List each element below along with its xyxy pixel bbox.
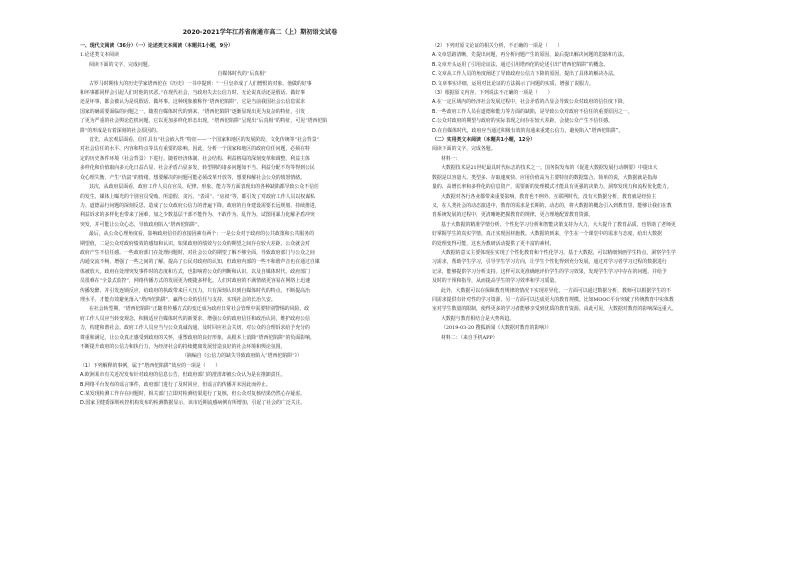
text-line: 还是坏事，都会被认为是说假话、做坏事。这种现象被称作“塔西佗陷阱”，它是当前我国社会公信息需求: [80, 99, 306, 106]
text-line: 力、道德品行问题的深刻反思，造成了公众政府公信力的普遍下降。政府的自身建设需要长远规划、持续推进，: [80, 202, 320, 209]
question-line: D.国家卫健委深圳疾控机构发布的检测数据显示，该市近期流感病例有所增加，引起了社会的广泛关注。: [80, 400, 306, 407]
text-line: 育系统发展的过程中，更清晰地把握教育的规律，更合理地配置教育资源。: [432, 212, 594, 219]
text-line: 对社会信任的水平、内容和特点等具有重要的影响。因此，分析一个国家和地区的政府信任问题，必须在特: [80, 146, 310, 153]
text-line: 数据是以容量大、类型多、存取速度快、应用价值高为主要特征的数据集合。简单的说，大数据就是指海: [432, 174, 657, 181]
text-line: 府工作人员应当转变观念，积极适应自媒体时代的新要求，增强公众的政府信任和政治认同，维护政府公信: [80, 315, 310, 322]
text-line: 多样化和价值取向多元化日益凸显，社会矛盾凸显多发，转型期的诸多问题如不当、利益分配不均等得到公民: [80, 165, 315, 172]
text-line: 了更为严重的社会舆论危机问题，它以更加多样化形态出现，“塔西佗陷阱”呈现出“后真相”的特征，可见“塔西佗陷: [80, 118, 328, 125]
text-line: 不断提升政府的公信力和执行力，为经济社会的持续健康发展营造良好的社会环境和舆论氛围。: [80, 344, 286, 350]
text-line: 在社会转型期，“塔西佗陷阱”正随着传播方式的变迁成为政府日常社会管理中需要特别警惕的风险。政: [89, 306, 310, 313]
section-heading: （二）实用类文本阅读（本题共1小题，12分）: [432, 137, 536, 144]
right-column: [432, 42, 756, 343]
text-line: 阅读下面的文字，完成各题。: [432, 146, 496, 153]
text-line: 和坏事都同样会引起人们对他的厌恶。”在现代社会，当政府失去公信力时，无论说真话还是假话、做好事: [80, 90, 306, 97]
text-line: 的发生，媒体上曝光的个别官员受贿、所造假、贪污、“表哥”、“房叔”等，都引发了对政府工作人员以权谋私: [80, 193, 315, 200]
text-line: 众心理失衡，产生“仇富”的情绪。想要解决的问题可能必须改革开放等，想要和解社会公众的愤怒情绪。: [80, 174, 306, 181]
text-line: 首先，从宏观层面看，信任具有“社会嵌入性”特征——一个国家和地区的发展阶段、文化传统等“社会背景”: [89, 137, 320, 144]
question-line: C.某发现检测工作存在问题时，相关部门立即对检测结果进行了复核，但公众对复核结果仍然心存疑虑。: [80, 391, 306, 398]
text-line: 大数据对各行各业都带来重要影响，教育也不例外。互联网时代，没有大数据分析，教育就是经验主: [441, 193, 657, 200]
text-line: 员很难在“全景式监控”，网络传播方式的发展更为便捷多样化。人们对政府的不满情绪更容易在网络上迅速: [80, 278, 310, 285]
text-line: （摘编自《公信力的缺失导致政府陷入“塔西佗陷阱”》）: [182, 353, 302, 360]
text-line: （2019-03-20 搜狐新闻《大数据对教育的影响》）: [441, 325, 552, 332]
text-line: 阱”的形成是有着深刻的社会原因的。: [80, 127, 161, 134]
question-line: C.公众对政府的期望与政府的实际表现之间存在较大差距，会使公众产生不信任感。: [432, 118, 614, 125]
text-line: 同需求提供有针对性的学习资源，另一方面可以达成更大的教育规模。比如MOOC平台突破了传统教育中实体教: [432, 296, 674, 303]
text-line: 阅读下面的文字，完成问题。: [89, 61, 153, 68]
text-line: 室对学生数量的限制，使得更多的学习者能够享受到优质的教育资源。由此可见，大数据对教育的影响深远重大。: [432, 306, 677, 313]
text-line: 此外，大数据可以在保障教育规律的情况下实现差异化，一方面可以通过数据分析，教师可以根据学生的不: [441, 287, 671, 294]
text-line: 沟通交流不畅，增强了一些之间的了解。提高了公民对政府的认知，但政府内部的一些不和谐声音也在通过自媒: [80, 259, 320, 266]
text-line: 自媒体时代的“后真相”: [217, 71, 267, 78]
text-line: 体被放大。政府在处理突发事件时的态度和方式，也影响着公众的判断和认识，以及自媒体时代，政府部门: [80, 268, 310, 275]
text-line: 1.论述类文本阅读: [80, 52, 119, 59]
text-line: 大数据技术是21世纪最具时代标志的技术之一。国务院发布的《促进大数据发展行动纲要》中提出大: [441, 165, 658, 172]
text-line: 材料二：（来自手机APP）: [441, 334, 498, 341]
text-line: 期望值，二是公众对政府绩效的感知和认识。如果政府的绩效与公众的期望之间存在较大差距，公众就会对: [80, 240, 310, 247]
question-line: D.在自媒体时代，政府应当通过积极有效的沟通来重建公信力，避免陷入“塔西佗陷阱”。: [432, 127, 624, 134]
question-line: （3）根据原文内容，下列说法不正确的一项是（ ）: [432, 90, 553, 97]
text-line: 政府产生不信任感。一些政府部门在处理问题时，对社会公众的期望了解不够全面，导致政府部门与公众之间: [80, 249, 315, 256]
question-line: B.一些政府工作人员在道德和能力等方面的缺陷，是导致公众对政府不信任的重要原因之一。: [432, 108, 633, 115]
text-line: 定的历史条件环境（社会背景）下进行。随着经济体制、社会结构、利益格局的深刻变革和调整，利益主体: [80, 155, 310, 162]
text-line: 量的、高增长率和多样化的信息资产，需要新的处理模式才能具有更强的决策力、洞察发现力和流程优化能力。: [432, 184, 672, 191]
text-line: 国家的确需要面临的问题之一。随着自媒体时代的到来，“塔西佗陷阱”逐渐显现出更为复杂的特征，引发: [80, 108, 306, 115]
question-line: D.文章事实详细，运用对比论证的方法揭示了问题的实质，增强了说服力。: [432, 80, 594, 87]
question-line: A.在一定区域内的经济社会发展过程中，社会矛盾的凸显会导致公众对政府的信任度下降。: [432, 99, 628, 106]
text-line: 力，构建和谐社会。政府工作人员应当与公众真诚沟通，及时回应社会关切，对公众的合理诉求给予充分的: [80, 325, 310, 332]
text-line: 习需求，帮助学生学习，引导学生学习方向，让学生个性化得到充分发展。通过对学习者学习过程的数据进行: [432, 259, 667, 266]
text-line: 利益诉求的多样化也带来了困难，加之少数基层干部不能作为、不敢作为、乱作为，试图用暴力化解矛盾冲突: [80, 212, 315, 219]
question-line: B.网络平台发布的谣言事件，政府部门进行了及时回应，但谣言的传播并未因此而停止。: [80, 381, 271, 388]
question-line: （2）下列对原文论证的相关分析，不正确的一项是（ ）: [432, 43, 563, 49]
text-line: 基于大数据的精准学情分析、个性化学习分析和智能决策支持为大力，大大提升了教育品质，也帮助了老师更: [441, 221, 676, 228]
text-line: 及时的干预和指导，从而提高学生的学习效率和学习质量。: [432, 278, 560, 285]
text-line: 突发，并可能让公众心态，导致政府陷入“塔西佗陷阱”。: [80, 221, 203, 228]
question-line: A.文章思路清晰，先提出问题，再分析问题产生的原因，最后提出解决问题的思路和方法。: [432, 52, 628, 59]
text-line: 最后，从公众心理角度看，影响政府信任的直接因素有两个：一是公众对于政府的公共政策和公共服务的: [89, 231, 314, 238]
left-column: [80, 42, 404, 409]
text-line: 记录，能够提供学习分析支持。这样可以更准确地评价学生的学习效果，发现学生学习中存在的问题，并给予: [432, 268, 667, 275]
question-line: B.文章开头运用了引用论证法，通过引用塔西佗的论述引出“塔西佗陷阱”的概念。: [432, 61, 609, 68]
text-line: 的处理变得可能，这也为教研活动提供了更丰富的素材。: [432, 240, 555, 247]
text-line: 大数据与教育相结合是大势所趋。: [441, 315, 515, 322]
text-line: 大数据的意义主要体现在实现了个性化教育和个性化学习。基于大数据，可以精细刻画学生特点，洞察学生学: [441, 249, 676, 256]
text-line: 其次，从政府层面看，政府工作人员在官员、纪律、形象、能力等方面表现出的各种缺陷都导致公众不信任: [89, 184, 319, 191]
page-title: 2020-2021学年江苏省南通市高二（上）期初语文试卷: [182, 29, 338, 36]
question-line: C.文章从工作人员的角度阐述了导致政府公信力下降的原因，提出了具体的解决办法。: [432, 71, 618, 78]
text-line: 理水平，才能有效避免落入“塔西佗陷阱”，赢得公众的信任与支持，实现社会的长治久安。: [80, 296, 276, 303]
text-line: 好掌握学生的真实学情。真正实现因材施教。大数据的到来，学生在一个课堂中的需求与态度，给出大数据: [432, 231, 662, 238]
text-line: 义，在人类社会的动态演进中，教育的需求是长期的、动态的，将大数据的概念引入到教育里，能够让我们在教: [432, 202, 672, 209]
text-line: 材料一：: [441, 155, 461, 162]
text-line: 尊重和满足，让公众真正感受到政府的关怀，重塑政府的良好形象，从根本上消除“塔西佗陷阱”的负面影响，: [80, 334, 315, 341]
question-line: A.欧洲某市有关近况发布针对政府的信息公告，但政府部门的澄清却被公众认为是在推卸责任。: [80, 372, 286, 379]
section-heading: 一、现代文阅读（36分）（一）论述类文本阅读（本题共1小题，9分）: [80, 43, 233, 49]
question-line: （1）下列解释的事例，属于“塔西佗陷阱”效应的一项是（ ）: [80, 362, 221, 369]
text-line: 古罗马时期伟大的历史学家塔西佗在《历史》一书中提到：“一旦皇帝成了人们憎恨的对象，他做的好事: [89, 80, 312, 87]
text-line: 传播发酵，并引发连锁反应，给政府的执政带来巨大压力。只有深刻认识到自媒体时代的特点，不断提高治: [80, 287, 310, 294]
